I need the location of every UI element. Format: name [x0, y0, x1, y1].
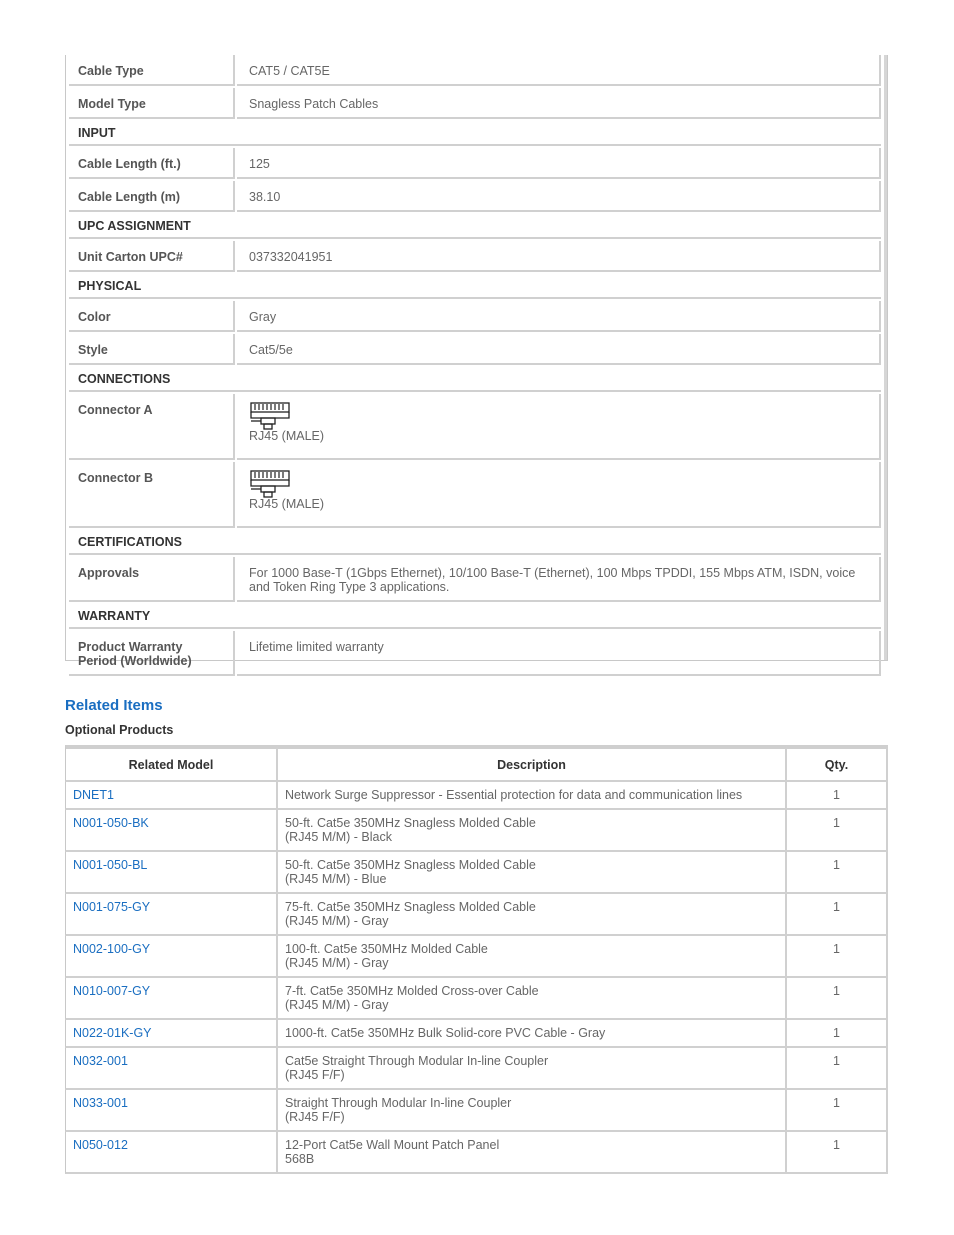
description-line: 568B — [285, 1152, 315, 1166]
product-description — [278, 978, 787, 1020]
description-line: 7-ft. Cat5e 350MHz Molded Cross-over Cable — [285, 984, 539, 998]
spec-label: Cable Length (m) — [69, 181, 235, 212]
table-row — [65, 894, 888, 936]
spec-row — [69, 88, 881, 121]
column-header-qty: Qty. — [787, 745, 888, 782]
table-row — [65, 810, 888, 852]
optional-products-subheading: Optional Products — [65, 723, 174, 737]
spec-row — [69, 557, 881, 604]
description-line: 75-ft. Cat5e 350MHz Snagless Molded Cable — [285, 900, 536, 914]
quantity-cell: 1 — [787, 894, 888, 936]
spec-row — [69, 241, 881, 274]
table-row — [65, 1048, 888, 1090]
related-model-link[interactable]: N001-075-GY — [65, 894, 278, 936]
spec-value: 38.10 — [237, 181, 881, 212]
description-line: (RJ45 M/M) - Blue — [285, 872, 387, 886]
spec-value — [237, 394, 881, 460]
specifications-table — [65, 55, 888, 668]
spec-label: Color — [69, 301, 235, 332]
table-row — [65, 936, 888, 978]
rj45-connector-icon — [249, 469, 870, 499]
spec-label: Cable Type — [69, 55, 235, 86]
description-line: 1000-ft. Cat5e 350MHz Bulk Solid-core PVC Cable - Gray — [285, 1026, 606, 1040]
product-description — [278, 1048, 787, 1090]
product-description — [278, 936, 787, 978]
spec-value: Snagless Patch Cables — [237, 88, 881, 119]
table-row — [65, 782, 888, 810]
section-header: PHYSICAL — [69, 274, 881, 299]
spec-value: 037332041951 — [237, 241, 881, 272]
connector-type-text: RJ45 (MALE) — [249, 497, 325, 511]
quantity-cell: 1 — [787, 1020, 888, 1048]
product-description — [278, 1090, 787, 1132]
spec-row — [69, 55, 881, 88]
description-line: (RJ45 M/M) - Gray — [285, 956, 389, 970]
spec-row — [69, 301, 881, 334]
spec-value: 125 — [237, 148, 881, 179]
spec-row — [69, 148, 881, 181]
spec-label: Product Warranty Period (Worldwide) — [69, 631, 235, 676]
quantity-cell: 1 — [787, 1132, 888, 1174]
related-model-link[interactable]: N022-01K-GY — [65, 1020, 278, 1048]
quantity-cell: 1 — [787, 810, 888, 852]
description-line: 12-Port Cat5e Wall Mount Patch Panel — [285, 1138, 500, 1152]
spec-label: Connector A — [69, 394, 235, 460]
spec-value: For 1000 Base-T (1Gbps Ethernet), 10/100 Base-T (Ethernet), 100 Mbps TPDDI, 155 Mbps ATM, ISDN, voice and Token Ring Type 3 applications. — [237, 557, 881, 602]
description-line: 100-ft. Cat5e 350MHz Molded Cable — [285, 942, 488, 956]
column-header-related-model: Related Model — [65, 745, 278, 782]
table-row — [65, 1132, 888, 1174]
spec-label: Cable Length (ft.) — [69, 148, 235, 179]
spec-label: Style — [69, 334, 235, 365]
spec-value: CAT5 / CAT5E — [237, 55, 881, 86]
description-line: (RJ45 M/M) - Gray — [285, 998, 389, 1012]
related-model-link[interactable]: N001-050-BL — [65, 852, 278, 894]
spec-value: Gray — [237, 301, 881, 332]
related-model-link[interactable]: N050-012 — [65, 1132, 278, 1174]
related-products-table — [65, 745, 888, 1174]
description-line: (RJ45 M/M) - Black — [285, 830, 392, 844]
related-model-link[interactable]: DNET1 — [65, 782, 278, 810]
quantity-cell: 1 — [787, 782, 888, 810]
quantity-cell: 1 — [787, 1048, 888, 1090]
table-row — [65, 1090, 888, 1132]
description-line: Network Surge Suppressor - Essential protection for data and communication lines — [285, 788, 743, 802]
quantity-cell: 1 — [787, 852, 888, 894]
section-header: CONNECTIONS — [69, 367, 881, 392]
quantity-cell: 1 — [787, 1090, 888, 1132]
table-row — [65, 1020, 888, 1048]
section-header: INPUT — [69, 121, 881, 146]
related-model-link[interactable]: N010-007-GY — [65, 978, 278, 1020]
table-header-row — [65, 745, 888, 782]
connector-type-text: RJ45 (MALE) — [249, 429, 325, 443]
related-model-link[interactable]: N002-100-GY — [65, 936, 278, 978]
spec-label: Model Type — [69, 88, 235, 119]
product-description — [278, 782, 787, 810]
section-header: WARRANTY — [69, 604, 881, 629]
description-line: Cat5e Straight Through Modular In-line Coupler — [285, 1054, 549, 1068]
product-description — [278, 1132, 787, 1174]
description-line: (RJ45 M/M) - Gray — [285, 914, 389, 928]
spec-value: Cat5/5e — [237, 334, 881, 365]
product-description — [278, 1020, 787, 1048]
spec-value: Lifetime limited warranty — [237, 631, 881, 676]
spec-label: Approvals — [69, 557, 235, 602]
description-line: Straight Through Modular In-line Coupler — [285, 1096, 512, 1110]
product-description — [278, 810, 787, 852]
quantity-cell: 1 — [787, 936, 888, 978]
spec-row — [69, 462, 881, 530]
description-line: 50-ft. Cat5e 350MHz Snagless Molded Cable — [285, 816, 536, 830]
spec-label: Connector B — [69, 462, 235, 528]
spec-label: Unit Carton UPC# — [69, 241, 235, 272]
column-header-description: Description — [278, 745, 787, 782]
spec-row — [69, 334, 881, 367]
table-row — [65, 852, 888, 894]
product-description — [278, 894, 787, 936]
related-model-link[interactable]: N033-001 — [65, 1090, 278, 1132]
description-line: (RJ45 F/F) — [285, 1110, 345, 1124]
spec-row — [69, 181, 881, 214]
related-model-link[interactable]: N001-050-BK — [65, 810, 278, 852]
description-line: 50-ft. Cat5e 350MHz Snagless Molded Cable — [285, 858, 536, 872]
related-items-heading: Related Items — [65, 697, 163, 714]
product-description — [278, 852, 787, 894]
spec-row — [69, 631, 881, 678]
description-line: (RJ45 F/F) — [285, 1068, 345, 1082]
related-model-link[interactable]: N032-001 — [65, 1048, 278, 1090]
section-header: UPC ASSIGNMENT — [69, 214, 881, 239]
spec-row — [69, 394, 881, 462]
spec-value — [237, 462, 881, 528]
section-header: CERTIFICATIONS — [69, 530, 881, 555]
quantity-cell: 1 — [787, 978, 888, 1020]
rj45-connector-icon — [249, 401, 870, 431]
table-row — [65, 978, 888, 1020]
